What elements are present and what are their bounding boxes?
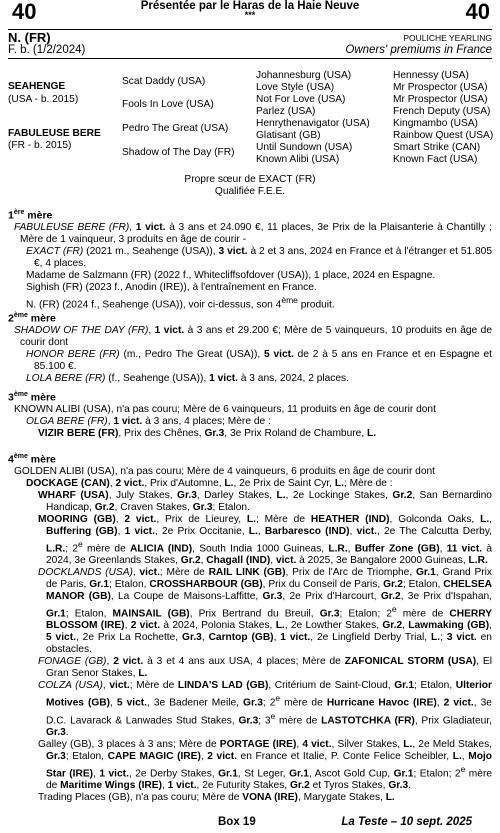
pedigree-paragraph: EXACT (FR) (2021 m., Seahenge (USA)), 3 vict. à 2 et 3 ans, 2024 en France et à l'étranger et 51.805 €, 4 places.: [26, 245, 493, 269]
pedigree-dam-info: (FR - b. 2015): [8, 140, 72, 151]
pedigree-paragraph: DOCKLANDS (USA), vict.; Mère de RAIL LINK (GB), Prix de l'Arc de Triomphe, Gr.1, Grand Prix de Paris, Gr.1; Etalon, CROSSHARBOUR (GB), Prix du Conseil de Paris, Gr.2; Etalon, CHELSEA MANOR (GB), La Coupe de Maisons-Laffitte, Gr.3, 2e Prix d'Harcourt, Gr.2, 3e Prix d'Ispahan, Gr.1; Etalon, MAINSAIL (GB), Prix Bertrand du Breuil, Gr.3; Etalon; 2e mère de CHERRY BLOSSOM (IRE), 2 vict. à 2024, Polonia Stakes, L., 2e Lowther Stakes, Gr.2, Lawmaking (GB), 5 vict., 2e Prix La Rochette, Gr.3, Carntop (GB), 1 vict., 2e Lingfield Derby Trial, L.; 3 vict. en obstacles.: [38, 566, 493, 656]
pedigree-gen3-8: Known Alibi (USA): [256, 154, 340, 165]
section-dam-1: [8, 207, 492, 311]
pedigree-sire-info: (USA - b. 2015): [8, 94, 79, 105]
section-dam-4: [8, 451, 492, 804]
sisters-line-1: Propre sœur de EXACT (FR): [184, 174, 316, 185]
header-rule-bottom: [8, 58, 492, 59]
horse-category: POULICHE YEARLING: [403, 33, 492, 43]
pedigree-paragraph: COLZA (USA), vict.; Mère de LINDA'S LAD (GB), Critérium de Saint-Cloud, Gr.1; Etalon, Ulterior Motives (GB), 5 vict., 3e Badener Meile, Gr.3; 2e mère de Hurricane Havoc (IRE), 2 vict., 3e D.C. Lavarack & Lanwades Stud Stakes, Gr.3; 3e mère de LASTOTCHKA (FR), Prix Gladiateur, Gr.3.: [38, 680, 492, 739]
rating-stars: ***: [244, 10, 256, 20]
footer-location-date: La Teste – 10 sept. 2025: [341, 816, 472, 828]
pedigree-gen4-4: French Deputy (USA): [393, 106, 491, 117]
header-rule-top: [8, 29, 492, 30]
pedigree-paragraph: DOCKAGE (CAN), 2 vict., Prix d'Automne, L., 2e Prix de Saint Cyr, L.; Mère de :: [26, 477, 393, 489]
section-title: 3ème mère: [8, 391, 56, 404]
pedigree-paragraph: Madame de Salzmann (FR) (2022 f., Whitecliffsofdover (USA)), 1 place, 2024 en Espagne.: [26, 269, 436, 281]
pedigree-gen4-7: Smart Strike (CAN): [393, 142, 481, 153]
section-title: 4ème mère: [8, 453, 56, 466]
pedigree-gen4-3: Mr Prospector (USA): [393, 94, 488, 105]
pedigree-paragraph: OLGA BERE (FR), 1 vict. à 3 ans, 4 places; Mère de :: [26, 415, 271, 427]
pedigree-gen2-1: Scat Daddy (USA): [122, 76, 206, 87]
pedigree-paragraph: SHADOW OF THE DAY (FR), 1 vict. à 3 ans et 29.200 €; Mère de 5 vainqueurs, 10 produits en âge de courir dont: [14, 324, 493, 348]
pedigree-gen4-5: Kingmambo (USA): [393, 118, 478, 129]
pedigree-paragraph: Trading Places (GB), n'a pas couru; Mère de VONA (IRE), Marygate Stakes, L.: [38, 792, 395, 804]
pedigree-gen4-2: Mr Prospector (USA): [393, 82, 488, 93]
pedigree-paragraph: LOLA BERE (FR) (f., Seahenge (USA)), 1 vict. à 3 ans, 2024, 2 places.: [26, 372, 349, 384]
pedigree-gen4-1: Hennessy (USA): [393, 70, 469, 81]
section-body: [8, 466, 492, 805]
pedigree-gen2-3: Pedro The Great (USA): [122, 123, 229, 134]
owners-premiums: Owners' premiums in France: [345, 44, 492, 56]
section-dam-3: [8, 389, 492, 440]
lot-number-right: 40: [465, 0, 490, 24]
pedigree-gen2-4: Shadow of The Day (FR): [122, 147, 235, 158]
footer-box: Box 19: [218, 816, 256, 828]
pedigree-paragraph: Galley (GB), 3 places à 3 ans; Mère de PORTAGE (IRE), 4 vict., Silver Stakes, L., 2e Meld Stakes, Gr.3; Etalon, CAPE MAGIC (IRE), 2 vict. en France et Italie, P. Conte Felice Scheibler, L., Mojo Star (IRE), 1 vict., 2e Derby Stakes, Gr.1, St Leger, Gr.1, Ascot Gold Cup, Gr.1; Etalon; 2e mère de Maritime Wings (IRE), 1 vict., 2e Futurity Stakes, Gr.2 et Tyros Stakes, Gr.3.: [38, 739, 493, 792]
pedigree-paragraph: Sighish (FR) (2023 f., Anodin (IRE)), à l'entraînement en France.: [26, 281, 317, 293]
pedigree-paragraph: WHARF (USA), July Stakes, Gr.3, Darley Stakes, L., 2e Lockinge Stakes, Gr.2, San Bernardino Handicap, Gr.2, Craven Stakes, Gr.3; Etalon.: [38, 489, 492, 513]
section-body: [8, 222, 492, 311]
lot-number-left: 40: [12, 0, 37, 24]
pedigree-gen4-6: Rainbow Quest (USA): [393, 130, 494, 141]
section-title: 2ème mère: [8, 312, 56, 325]
section-dam-2: [8, 310, 492, 385]
pedigree-paragraph: HONOR BERE (FR) (m., Pedro The Great (USA)), 5 vict. de 2 à 5 ans en France et en Espagne et 85.100 €.: [26, 348, 492, 372]
pedigree-gen3-6: Glatisant (GB): [256, 130, 321, 141]
section-body: [8, 325, 492, 385]
section-title: 1ère mère: [8, 209, 53, 222]
presented-by: Présentée par le Haras de la Haie Neuve: [140, 0, 360, 12]
pedigree-dam: FABULEUSE BERE: [8, 128, 101, 139]
pedigree-gen2-2: Fools In Love (USA): [122, 99, 214, 110]
pedigree-paragraph: FONAGE (GB), 2 vict. à 3 et 4 ans aux USA, 4 places; Mère de ZAFONICAL STORM (USA), El Gran Senor Stakes, L.: [38, 656, 492, 680]
pedigree-gen3-7: Until Sundown (USA): [256, 142, 353, 153]
horse-description: F. b. (1/2/2024): [8, 44, 86, 56]
page-footer: [8, 816, 492, 830]
pedigree-paragraph: GOLDEN ALIBI (USA), n'a pas couru; Mère de 4 vainqueurs, 6 produits en âge de courir dont: [14, 465, 435, 477]
catalogue-page: [8, 0, 492, 833]
pedigree-gen3-5: Henrythenavigator (USA): [256, 118, 370, 129]
horse-name: N. (FR): [8, 30, 51, 45]
pedigree-sire: SEAHENGE: [8, 81, 66, 92]
pedigree-paragraph: MOORING (GB), 2 vict., Prix de Lieurey, L.; Mère de HEATHER (IND), Golconda Oaks, L., Buffering (GB), 1 vict., 2e Prix Occitanie, L., Barbaresco (IND), vict., 2e The Calcutta Derby, L.R.; 2e mère de ALICIA (IND), South India 1000 Guineas, L.R., Buffer Zone (GB), 11 vict. à 2024, 3e Greenlands Stakes, Gr.2, Chagall (IND), vict. à 2025, 3e Bangalore 2000 Guineas, L.R.: [38, 513, 493, 566]
sisters-line-2: Qualifiée F.E.E.: [214, 186, 286, 197]
pedigree-table: [8, 68, 492, 170]
pedigree-gen3-3: Not For Love (USA): [256, 94, 346, 105]
pedigree-gen3-2: Love Style (USA): [256, 82, 335, 93]
pedigree-gen3-1: Johannesburg (USA): [256, 70, 352, 81]
pedigree-paragraph: KNOWN ALIBI (USA), n'a pas couru; Mère de 6 vainqueurs, 11 produits en âge de courir dont: [14, 403, 436, 415]
pedigree-paragraph: VIZIR BERE (FR), Prix des Chênes, Gr.3, 3e Prix Roland de Chambure, L.: [38, 427, 377, 439]
pedigree-paragraph: FABULEUSE BERE (FR), 1 vict. à 3 ans et 24.090 €, 11 places, 3e Prix de la Plaisanterie à Chantilly ; Mère de 1 vainqueur, 3 produits en âge de courir -: [14, 221, 492, 245]
pedigree-gen4-8: Known Fact (USA): [393, 154, 478, 165]
pedigree-gen3-4: Parlez (USA): [256, 106, 316, 117]
pedigree-paragraph: N. (FR) (2024 f., Seahenge (USA)), voir ci-dessus, son 4ème produit.: [26, 294, 335, 310]
sisters-note: [8, 174, 492, 198]
section-body: [8, 404, 492, 440]
